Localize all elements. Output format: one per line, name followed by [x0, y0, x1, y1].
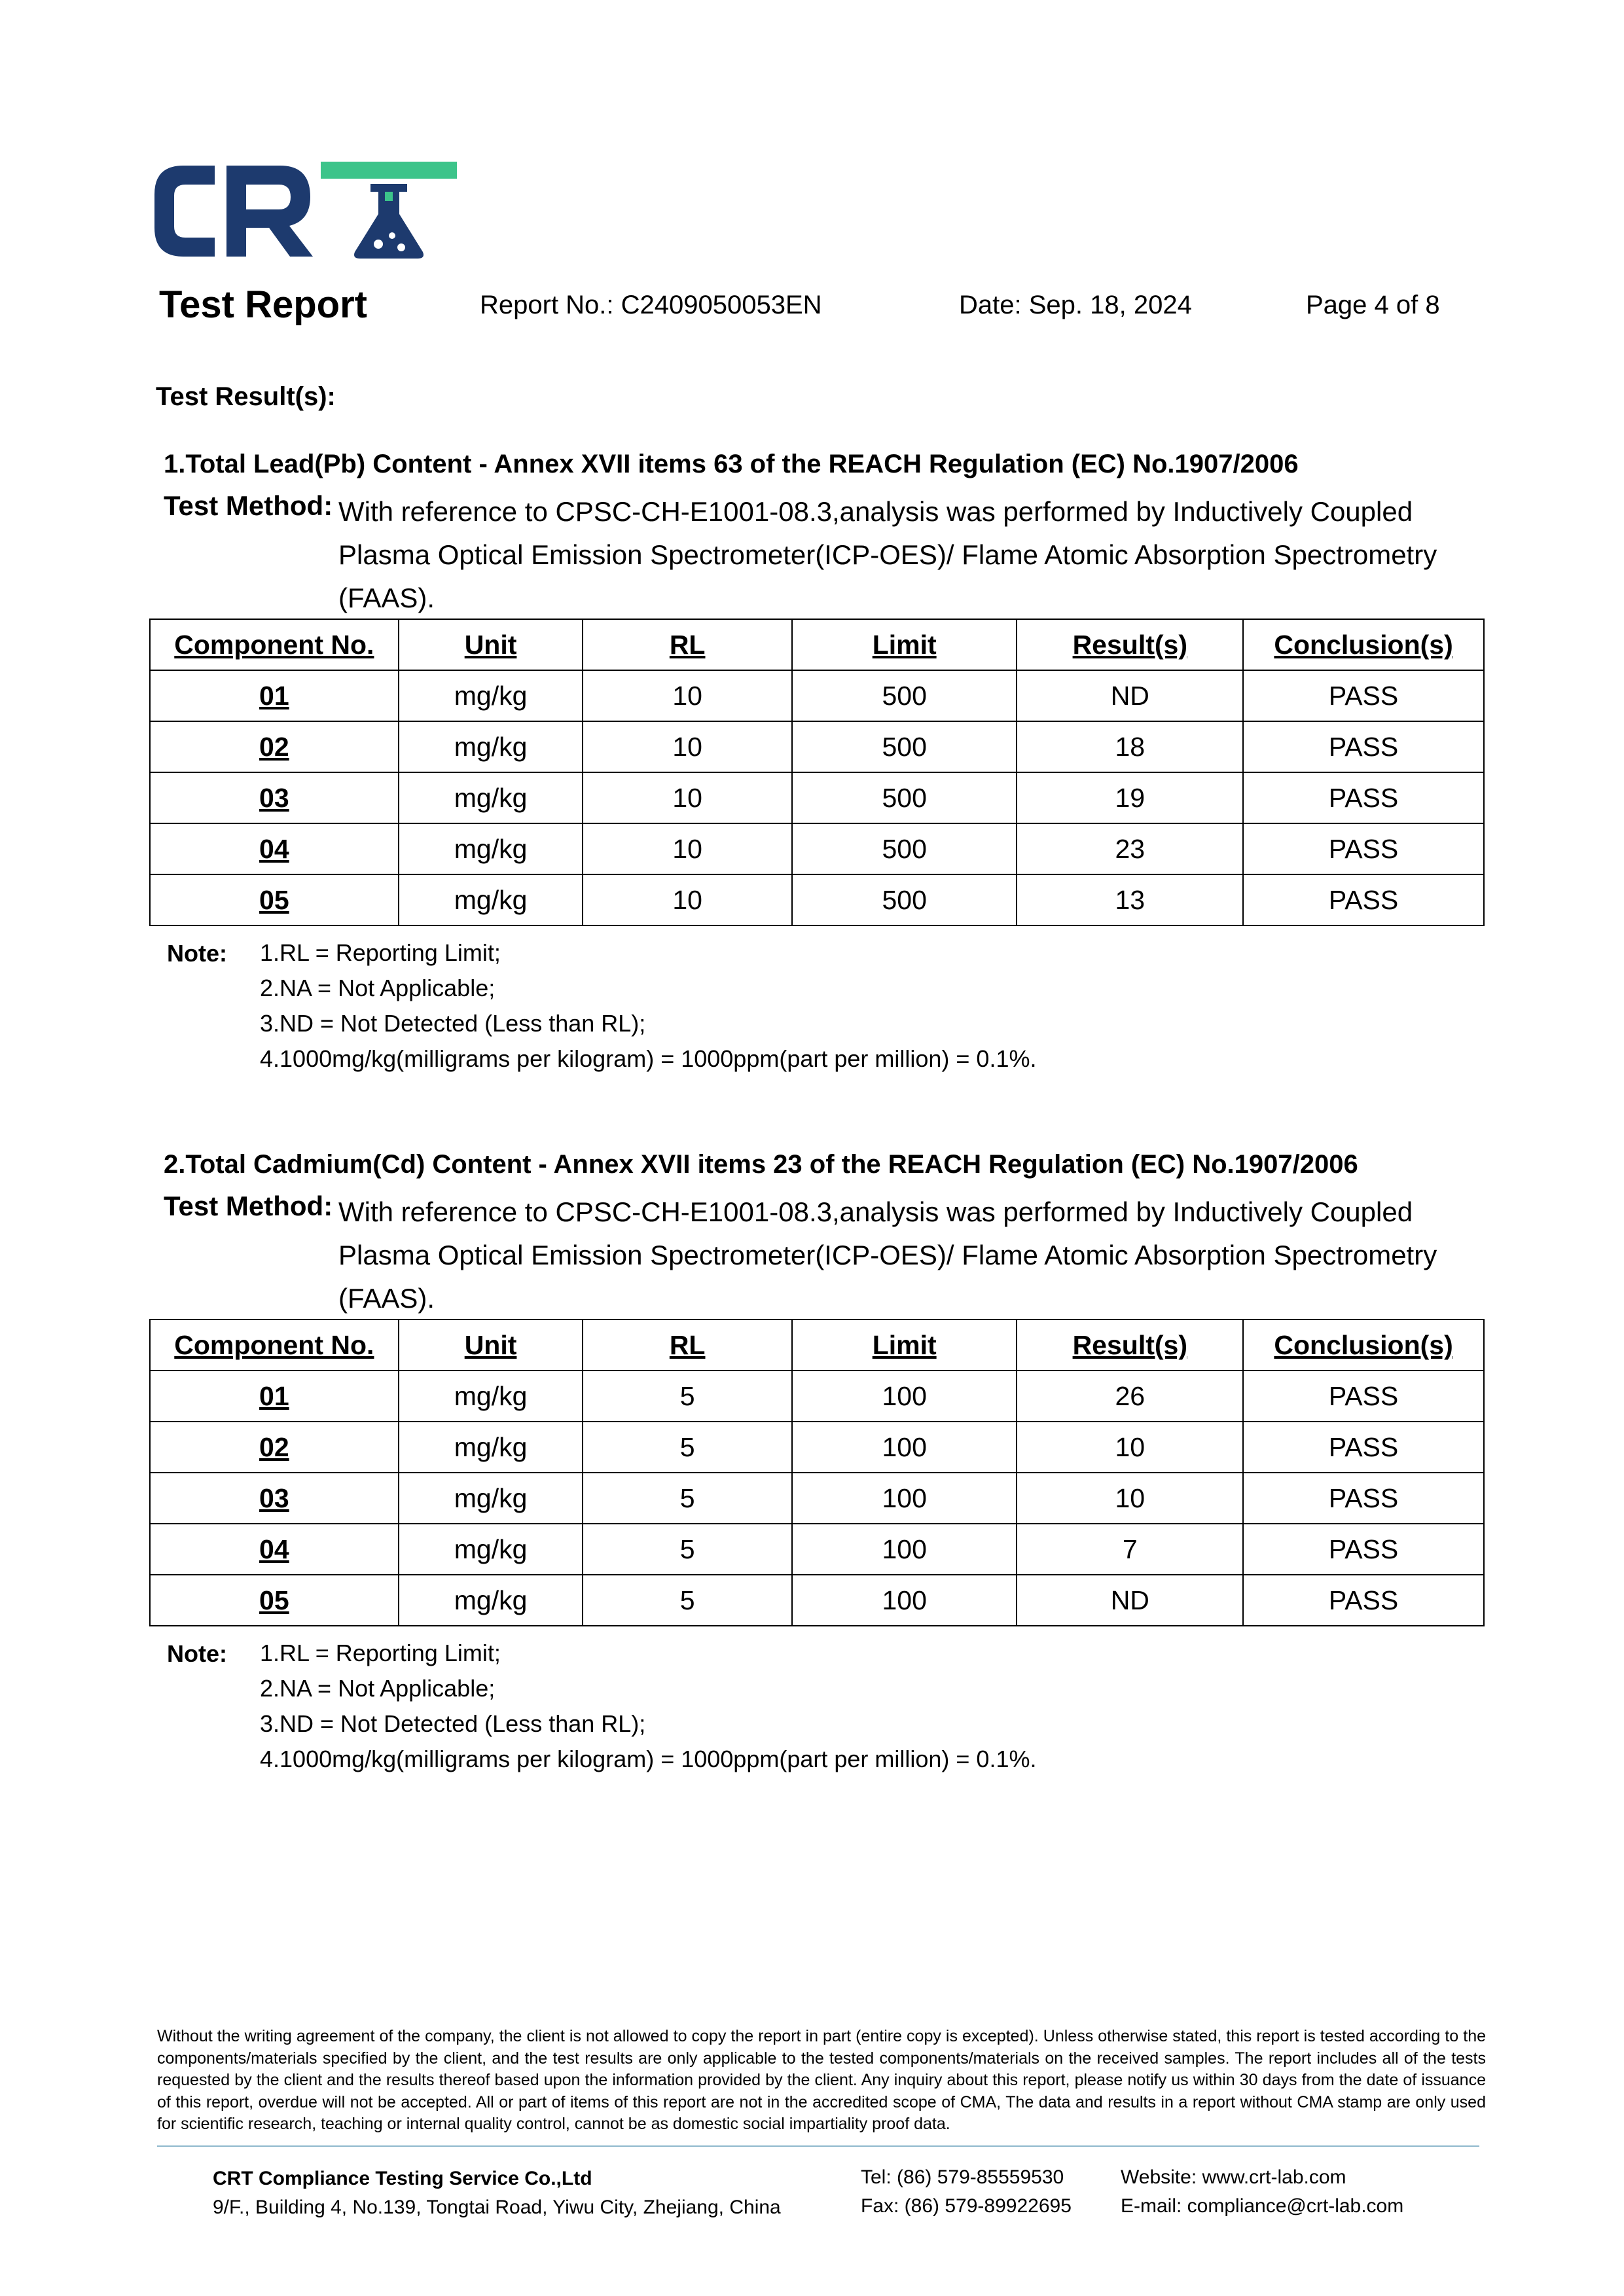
note-list: [260, 940, 1242, 1081]
footer-divider: [157, 2145, 1479, 2147]
conclusion-cell: PASS: [1243, 823, 1484, 874]
column-header: RL: [583, 619, 792, 670]
section-2-title: 2.Total Cadmium(Cd) Content - Annex XVII items 23 of the REACH Regulation (EC) No.1907/2006: [164, 1150, 1358, 1179]
logo-text: CRT: [149, 160, 151, 161]
logo-letter-t-bar: [321, 162, 457, 179]
note-item: 2.NA = Not Applicable;: [260, 975, 496, 1001]
conclusion-cell: PASS: [1243, 772, 1484, 823]
conclusion-cell: PASS: [1243, 1422, 1484, 1473]
column-header: Unit: [399, 619, 583, 670]
rl-cell: 10: [583, 721, 792, 772]
rl-cell: 5: [583, 1575, 792, 1626]
column-header: Limit: [792, 619, 1017, 670]
rl-cell: 5: [583, 1524, 792, 1575]
unit-cell: mg/kg: [399, 1473, 583, 1524]
column-header: RL: [583, 1319, 792, 1371]
result-cell: 19: [1017, 772, 1243, 823]
conclusion-cell: PASS: [1243, 721, 1484, 772]
result-cell: 7: [1017, 1524, 1243, 1575]
limit-cell: 500: [792, 874, 1017, 925]
method-line: (FAAS).: [338, 583, 435, 613]
note-item: 1.RL = Reporting Limit;: [260, 1640, 501, 1666]
conclusion-cell: PASS: [1243, 1524, 1484, 1575]
table-header-row: [150, 619, 1484, 670]
unit-cell: mg/kg: [399, 670, 583, 721]
method-line: Plasma Optical Emission Spectrometer(ICP-OES)/ Flame Atomic Absorption Spectrometry: [338, 539, 1437, 570]
rl-cell: 5: [583, 1371, 792, 1422]
footer-company: CRT Compliance Testing Service Co.,Ltd: [213, 2168, 592, 2189]
result-cell: 10: [1017, 1473, 1243, 1524]
logo-letter-c: [154, 166, 215, 257]
method-line: (FAAS).: [338, 1283, 435, 1314]
column-header: Conclusion(s): [1243, 1319, 1484, 1371]
method-line: With reference to CPSC-CH-E1001-08.3,analysis was performed by Inductively Coupled: [338, 1196, 1413, 1227]
result-cell: 18: [1017, 721, 1243, 772]
note-item: 3.ND = Not Detected (Less than RL);: [260, 1010, 646, 1037]
unit-cell: mg/kg: [399, 721, 583, 772]
component-no: 01: [150, 1371, 399, 1422]
limit-cell: 500: [792, 721, 1017, 772]
result-cell: ND: [1017, 1575, 1243, 1626]
component-no: 02: [150, 721, 399, 772]
column-header: Component No.: [150, 619, 399, 670]
table-header-row: [150, 1319, 1484, 1371]
limit-cell: 100: [792, 1575, 1017, 1626]
column-header: Limit: [792, 1319, 1017, 1371]
limit-cell: 100: [792, 1473, 1017, 1524]
rl-cell: 10: [583, 772, 792, 823]
report-title: Test Report: [159, 283, 367, 326]
result-cell: 23: [1017, 823, 1243, 874]
table-row: [150, 874, 1484, 925]
unit-cell: mg/kg: [399, 823, 583, 874]
test-results-heading: Test Result(s):: [156, 382, 336, 411]
disclaimer-text: Without the writing agreement of the company, the client is not allowed to copy the report in part (entire copy is excepted). Unless otherwise stated, this report is tested according to the components/materials specified by the client, and the test results are only applicable to the tested components/materials on the received samples. The report includes all of the tests requested by the client and the results thereof based upon the information provided by the client. Any inquiry about this report, please notify us within 30 days from the date of issuance of this report, overdue will not be accepted. All or part of items of this report are not in the accredited scope of CMA, The data and results in a report without CMA stamp are only used for scientific research, teaching or internal quality control, cannot be as domestic social impartiality proof data.: [157, 2027, 1486, 2133]
conclusion-cell: PASS: [1243, 874, 1484, 925]
rl-cell: 10: [583, 874, 792, 925]
method-text: [338, 490, 1490, 620]
component-no: 04: [150, 823, 399, 874]
limit-cell: 500: [792, 772, 1017, 823]
unit-cell: mg/kg: [399, 874, 583, 925]
limit-cell: 100: [792, 1422, 1017, 1473]
column-header: Result(s): [1017, 619, 1243, 670]
result-cell: 13: [1017, 874, 1243, 925]
footer-tel: Tel: (86) 579-85559530: [861, 2166, 1064, 2188]
note-item: 4.1000mg/kg(milligrams per kilogram) = 1000ppm(part per million) = 0.1%.: [260, 1746, 1037, 1772]
limit-cell: 500: [792, 823, 1017, 874]
cadmium-results-table: [149, 1319, 1485, 1626]
footer-website: Website: www.crt-lab.com: [1121, 2166, 1346, 2188]
footer-email: E-mail: compliance@crt-lab.com: [1121, 2195, 1404, 2217]
page-indicator: Page 4 of 8: [1306, 291, 1440, 319]
table-row: [150, 721, 1484, 772]
unit-cell: mg/kg: [399, 1575, 583, 1626]
component-no: 03: [150, 1473, 399, 1524]
unit-cell: mg/kg: [399, 1371, 583, 1422]
unit-cell: mg/kg: [399, 1524, 583, 1575]
note-item: 1.RL = Reporting Limit;: [260, 939, 501, 966]
rl-cell: 10: [583, 823, 792, 874]
component-no: 04: [150, 1524, 399, 1575]
column-header: Component No.: [150, 1319, 399, 1371]
column-header: Result(s): [1017, 1319, 1243, 1371]
method-line: With reference to CPSC-CH-E1001-08.3,analysis was performed by Inductively Coupled: [338, 496, 1413, 527]
component-no: 02: [150, 1422, 399, 1473]
footer-fax: Fax: (86) 579-89922695: [861, 2195, 1072, 2217]
section-1-title: 1.Total Lead(Pb) Content - Annex XVII items 63 of the REACH Regulation (EC) No.1907/2006: [164, 450, 1299, 478]
component-no: 05: [150, 874, 399, 925]
table-row: [150, 1422, 1484, 1473]
footer-address: 9/F., Building 4, No.139, Tongtai Road, Yiwu City, Zhejiang, China: [213, 2197, 781, 2218]
crt-logo: [149, 160, 457, 262]
unit-cell: mg/kg: [399, 1422, 583, 1473]
note-item: 4.1000mg/kg(milligrams per kilogram) = 1000ppm(part per million) = 0.1%.: [260, 1045, 1037, 1072]
rl-cell: 5: [583, 1422, 792, 1473]
note-item: 3.ND = Not Detected (Less than RL);: [260, 1710, 646, 1737]
limit-cell: 500: [792, 670, 1017, 721]
note-label: Note:: [167, 1640, 227, 1667]
limit-cell: 100: [792, 1524, 1017, 1575]
result-cell: ND: [1017, 670, 1243, 721]
table-row: [150, 1371, 1484, 1422]
note-label: Note:: [167, 940, 227, 967]
rl-cell: 5: [583, 1473, 792, 1524]
table-row: [150, 670, 1484, 721]
method-line: Plasma Optical Emission Spectrometer(ICP-OES)/ Flame Atomic Absorption Spectrometry: [338, 1240, 1437, 1270]
lead-results-table: [149, 619, 1485, 926]
conclusion-cell: PASS: [1243, 670, 1484, 721]
column-header: Conclusion(s): [1243, 619, 1484, 670]
result-cell: 26: [1017, 1371, 1243, 1422]
conclusion-cell: PASS: [1243, 1473, 1484, 1524]
result-cell: 10: [1017, 1422, 1243, 1473]
table-row: [150, 772, 1484, 823]
table-row: [150, 1524, 1484, 1575]
rl-cell: 10: [583, 670, 792, 721]
method-text: [338, 1191, 1490, 1320]
note-item: 2.NA = Not Applicable;: [260, 1675, 496, 1702]
conclusion-cell: PASS: [1243, 1371, 1484, 1422]
report-date: Date: Sep. 18, 2024: [959, 291, 1192, 319]
column-header: Unit: [399, 1319, 583, 1371]
component-no: 01: [150, 670, 399, 721]
method-label: Test Method:: [164, 490, 333, 521]
conclusion-cell: PASS: [1243, 1575, 1484, 1626]
component-no: 05: [150, 1575, 399, 1626]
table-row: [150, 823, 1484, 874]
note-list: [260, 1640, 1242, 1782]
unit-cell: mg/kg: [399, 772, 583, 823]
table-row: [150, 1473, 1484, 1524]
limit-cell: 100: [792, 1371, 1017, 1422]
method-label: Test Method:: [164, 1191, 333, 1221]
table-row: [150, 1575, 1484, 1626]
component-no: 03: [150, 772, 399, 823]
report-number: Report No.: C2409050053EN: [480, 291, 822, 319]
logo-letter-r: [226, 166, 313, 257]
